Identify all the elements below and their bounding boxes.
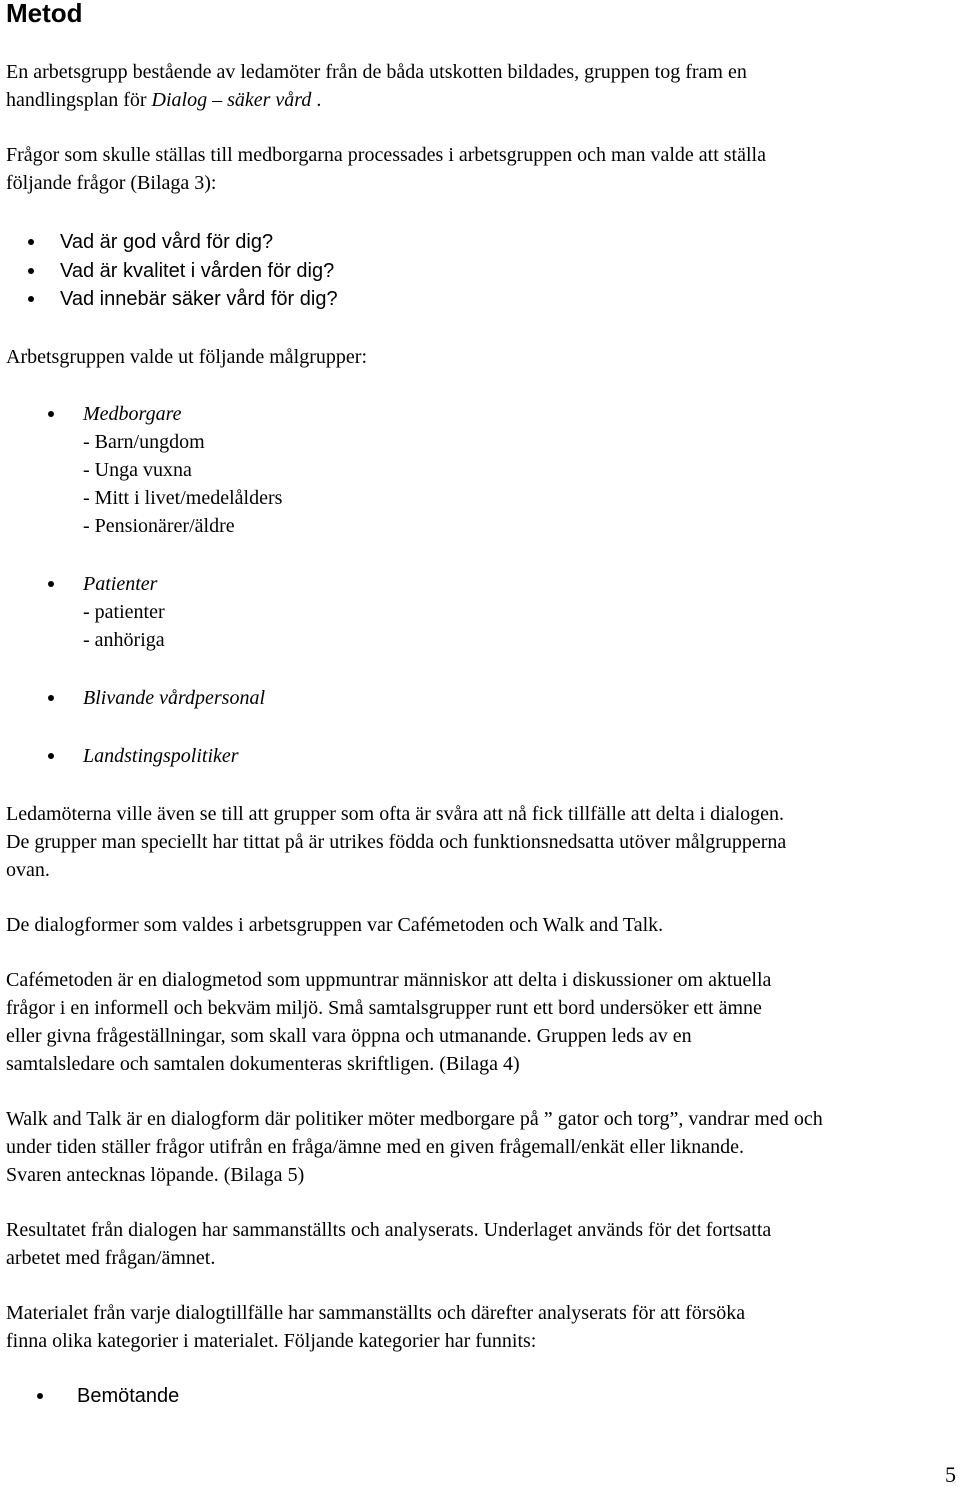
target-subgroup: - Barn/ungdom (83, 431, 205, 453)
categories-list (37, 1382, 179, 1410)
paragraph-cafe-method (6, 966, 956, 1078)
text-line: Ledamöterna ville även se till att grupper som ofta är svåra att nå fick tillfälle att delta i dialogen. (6, 803, 785, 825)
text-line: Cafémetoden är en dialogmetod som uppmuntrar människor att delta i diskussioner om aktuella (6, 969, 772, 991)
target-group-title: Landstingspolitiker (83, 745, 239, 767)
list-item: Vad är god vård för dig? (28, 228, 338, 257)
page-number: 5 (945, 1462, 956, 1487)
paragraph-walk-and-talk (6, 1105, 956, 1189)
text-line: De dialogformer som valdes i arbetsgruppen var Cafémetoden och Walk and Talk. (6, 914, 664, 936)
target-subgroup: - Mitt i livet/medelålders (83, 487, 283, 509)
text-line: Walk and Talk är en dialogform där politiker möter medborgare på ” gator och torg”, vandrar med och (6, 1108, 823, 1130)
bullet-icon (48, 581, 54, 587)
target-subgroup: - anhöriga (83, 629, 165, 651)
text-line: De grupper man speciellt har tittat på är utrikes födda och funktionsnedsatta utöver målgrupperna (6, 831, 787, 853)
intro-line-2-post: . (311, 89, 322, 111)
bullet-icon (48, 411, 54, 417)
target-group-patients (48, 570, 165, 654)
text-line: Materialet från varje dialogtillfälle har sammanställts och därefter analyserats för att försöka (6, 1302, 746, 1324)
paragraph-material (6, 1299, 956, 1355)
target-intro: Arbetsgruppen valde ut följande målgrupper: (6, 346, 367, 368)
paragraph-dialog-forms (6, 911, 956, 939)
questions-intro-paragraph (6, 141, 956, 197)
text-line: finna olika kategorier i materialet. Följande kategorier har funnits: (6, 1330, 537, 1352)
intro-line-2-italic: Dialog – säker vård (151, 89, 312, 111)
intro-line-2-pre: handlingsplan för (6, 89, 152, 111)
text-line: under tiden ställer frågor utifrån en fråga/ämne med en given frågemall/enkät eller liknande. (6, 1136, 745, 1158)
intro-paragraph (6, 58, 956, 114)
text-line: Resultatet från dialogen har sammanställts och analyserats. Underlaget används för det fortsatta (6, 1219, 772, 1241)
questions-intro-line-1: Frågor som skulle ställas till medborgarna processades i arbetsgruppen och man valde att ställa (6, 144, 766, 166)
target-group-title: Medborgare (83, 403, 182, 425)
text-line: Svaren antecknas löpande. (Bilaga 5) (6, 1164, 305, 1186)
section-heading: Metod (6, 0, 83, 28)
list-item: Vad innebär säker vård för dig? (28, 285, 338, 314)
list-item: Bemötande (37, 1382, 179, 1410)
target-group-future-staff (48, 684, 265, 712)
text-line: frågor i en informell och bekväm miljö. Små samtalsgrupper runt ett bord undersöker ett ämne (6, 997, 762, 1019)
target-subgroup: - Unga vuxna (83, 459, 192, 481)
text-line: eller givna frågeställningar, som skall vara öppna och utmanande. Gruppen leds av en (6, 1025, 692, 1047)
paragraph-results (6, 1216, 956, 1272)
text-line: ovan. (6, 859, 50, 881)
list-item: Vad är kvalitet i vården för dig? (28, 257, 338, 286)
target-group-citizens (48, 400, 282, 540)
questions-list (28, 228, 338, 314)
bullet-icon (48, 753, 54, 759)
target-group-title: Patienter (83, 573, 158, 595)
target-subgroup: - Pensionärer/äldre (83, 515, 235, 537)
paragraph-hard-to-reach (6, 800, 956, 884)
bullet-icon (48, 695, 54, 701)
target-group-politicians (48, 742, 239, 770)
text-line: samtalsledare och samtalen dokumenteras skriftligen. (Bilaga 4) (6, 1053, 520, 1075)
target-group-title: Blivande vårdpersonal (83, 687, 266, 709)
target-subgroup: - patienter (83, 601, 165, 623)
text-line: arbetet med frågan/ämnet. (6, 1247, 216, 1269)
intro-line-1: En arbetsgrupp bestående av ledamöter från de båda utskotten bildades, gruppen tog fram en (6, 61, 747, 83)
questions-intro-line-2: följande frågor (Bilaga 3): (6, 172, 217, 194)
